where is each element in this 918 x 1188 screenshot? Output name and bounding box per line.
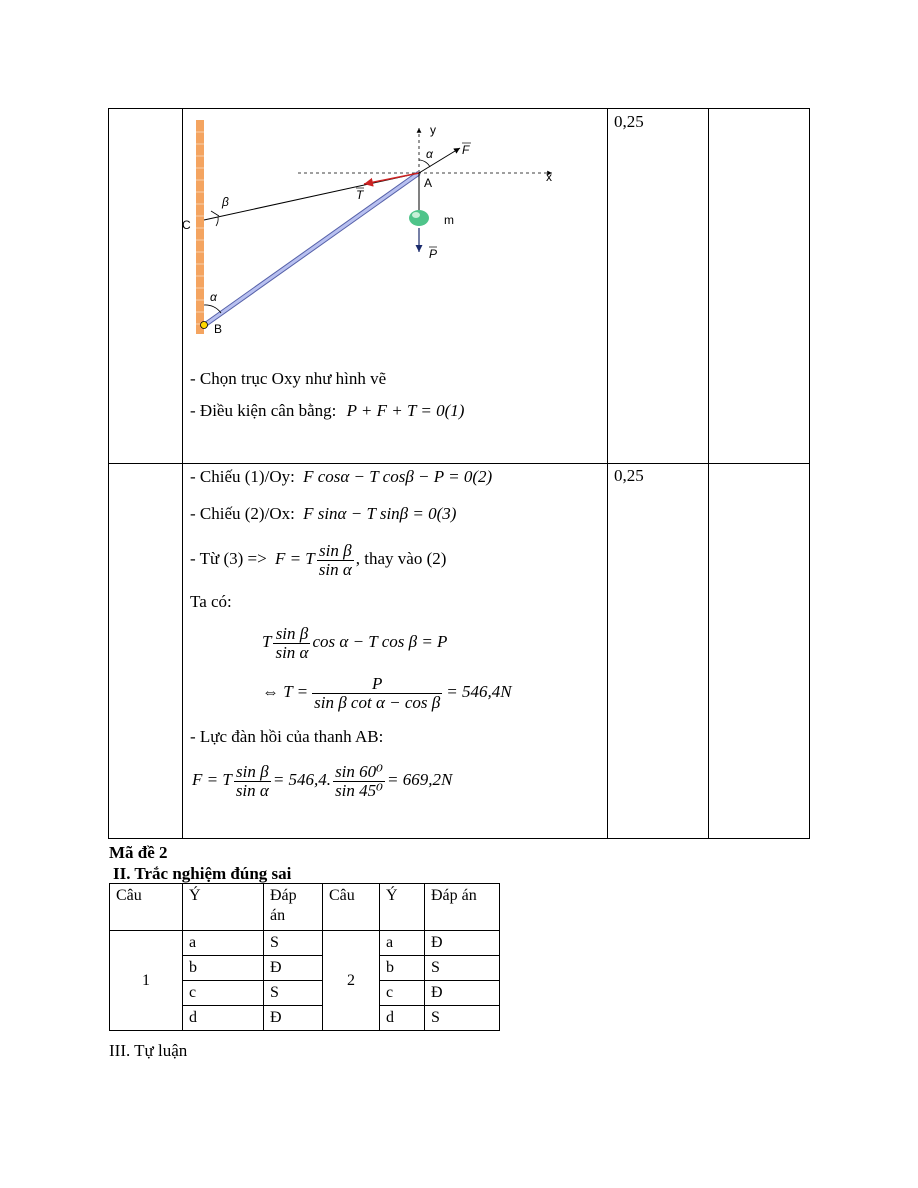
row2-line1-text: - Chiếu (1)/Oy: [190,467,295,486]
label-y: y [430,123,436,137]
equation-3-fraction-1: $\frac{\text{sin β}}{\text{sin α}}$ [235,761,269,800]
header-dap-an-2: Đáp án [425,884,500,931]
row1-line1: - Chọn trục Oxy như hình vẽ [190,369,387,388]
score-row1: 0,25 [614,112,644,131]
section-ii-heading: II. Trắc nghiệm đúng sai [113,864,292,883]
f-expression-lhs: F = T [274,549,315,568]
table-row: 1 a S 2 a Đ [110,931,500,956]
table-col-divider-2 [607,108,608,839]
label-p: P [429,247,438,261]
row2-line3 [190,537,446,581]
question-2: 2 [323,931,380,1031]
row1-line2 [190,401,464,421]
answer-table-header [110,884,500,931]
ox-projection-equation: F sinα − T sinβ = 0(3) [303,504,457,523]
header-dap-an-1: Đáp án [264,884,323,931]
row1-line2-text: - Điều kiện cân bằng: [190,401,337,420]
section-iii-heading: III. Tự luận [109,1041,188,1060]
label-alpha-bottom: α [210,290,217,304]
label-t: T [356,188,364,202]
row2-line2-text: - Chiếu (2)/Ox: [190,504,295,523]
row2-line3-after: , thay vào (2) [355,549,447,568]
label-alpha-top: α [426,147,433,161]
f-expression-fraction: $\frac{\text{sin β}}{\text{sin α}}$ [318,540,352,579]
header-y-1: Ý [183,884,264,931]
table-left-border [108,108,109,839]
table-row: b Đ b S [110,956,500,981]
label-beta: β [222,195,229,209]
label-f: F [462,143,470,157]
label-c: C [182,218,191,232]
equilibrium-equation: P + F + T = 0(1) [346,401,465,420]
table-row: d Đ d S [110,1006,500,1031]
label-m: m [444,213,454,227]
table-right-border [809,108,810,839]
equation-2: ⇔ T = $\frac{P}{\text{sin β cot α − cos β}}$ = 546,4N [262,673,512,712]
header-cau-2: Câu [323,884,380,931]
header-cau-1: Câu [110,884,183,931]
wall [196,120,204,334]
header-y-2: Ý [380,884,425,931]
oy-projection-equation: F cosα − T cosβ − P = 0(2) [303,467,493,486]
equation-1: T $\frac{\text{sin β}}{\text{sin α}}$ cos α − T cos β = P [262,623,448,662]
label-a: A [424,176,433,190]
table-bottom-border [108,838,810,839]
row2-line4: - Lực đàn hồi của thanh AB: [190,727,384,746]
row2-line3-text: - Từ (3) => [190,549,267,568]
physics-figure [180,112,580,344]
table-row-divider [108,463,810,464]
pivot-b [201,322,208,329]
exam-code-heading: Mã đề 2 [109,843,168,862]
row2-line2 [190,504,456,524]
table-top-border [108,108,810,109]
equation-3: F = T $\frac{\text{sin β}}{\text{sin α}}$ = 546,4. $\frac{\text{sin 60⁰}}{\text{sin 45⁰}}$ = 669,2N [192,761,453,800]
question-1: 1 [110,931,183,1031]
equation-2-fraction: $\frac{P}{\text{sin β cot α − cos β}}$ [314,673,441,712]
table-col-divider-3 [708,108,709,839]
table-row: c S c Đ [110,981,500,1006]
mass-ball [409,210,429,226]
label-b: B [214,322,223,336]
row2-line1 [190,467,492,487]
equation-1-fraction: $\frac{\text{sin β}}{\text{sin α}}$ [275,623,309,662]
equation-3-fraction-2: $\frac{\text{sin 60⁰}}{\text{sin 45⁰}}$ [335,761,383,800]
answer-table [109,883,500,1031]
score-row2: 0,25 [614,466,644,485]
label-x: x [546,170,552,184]
ta-co: Ta có: [190,592,232,611]
